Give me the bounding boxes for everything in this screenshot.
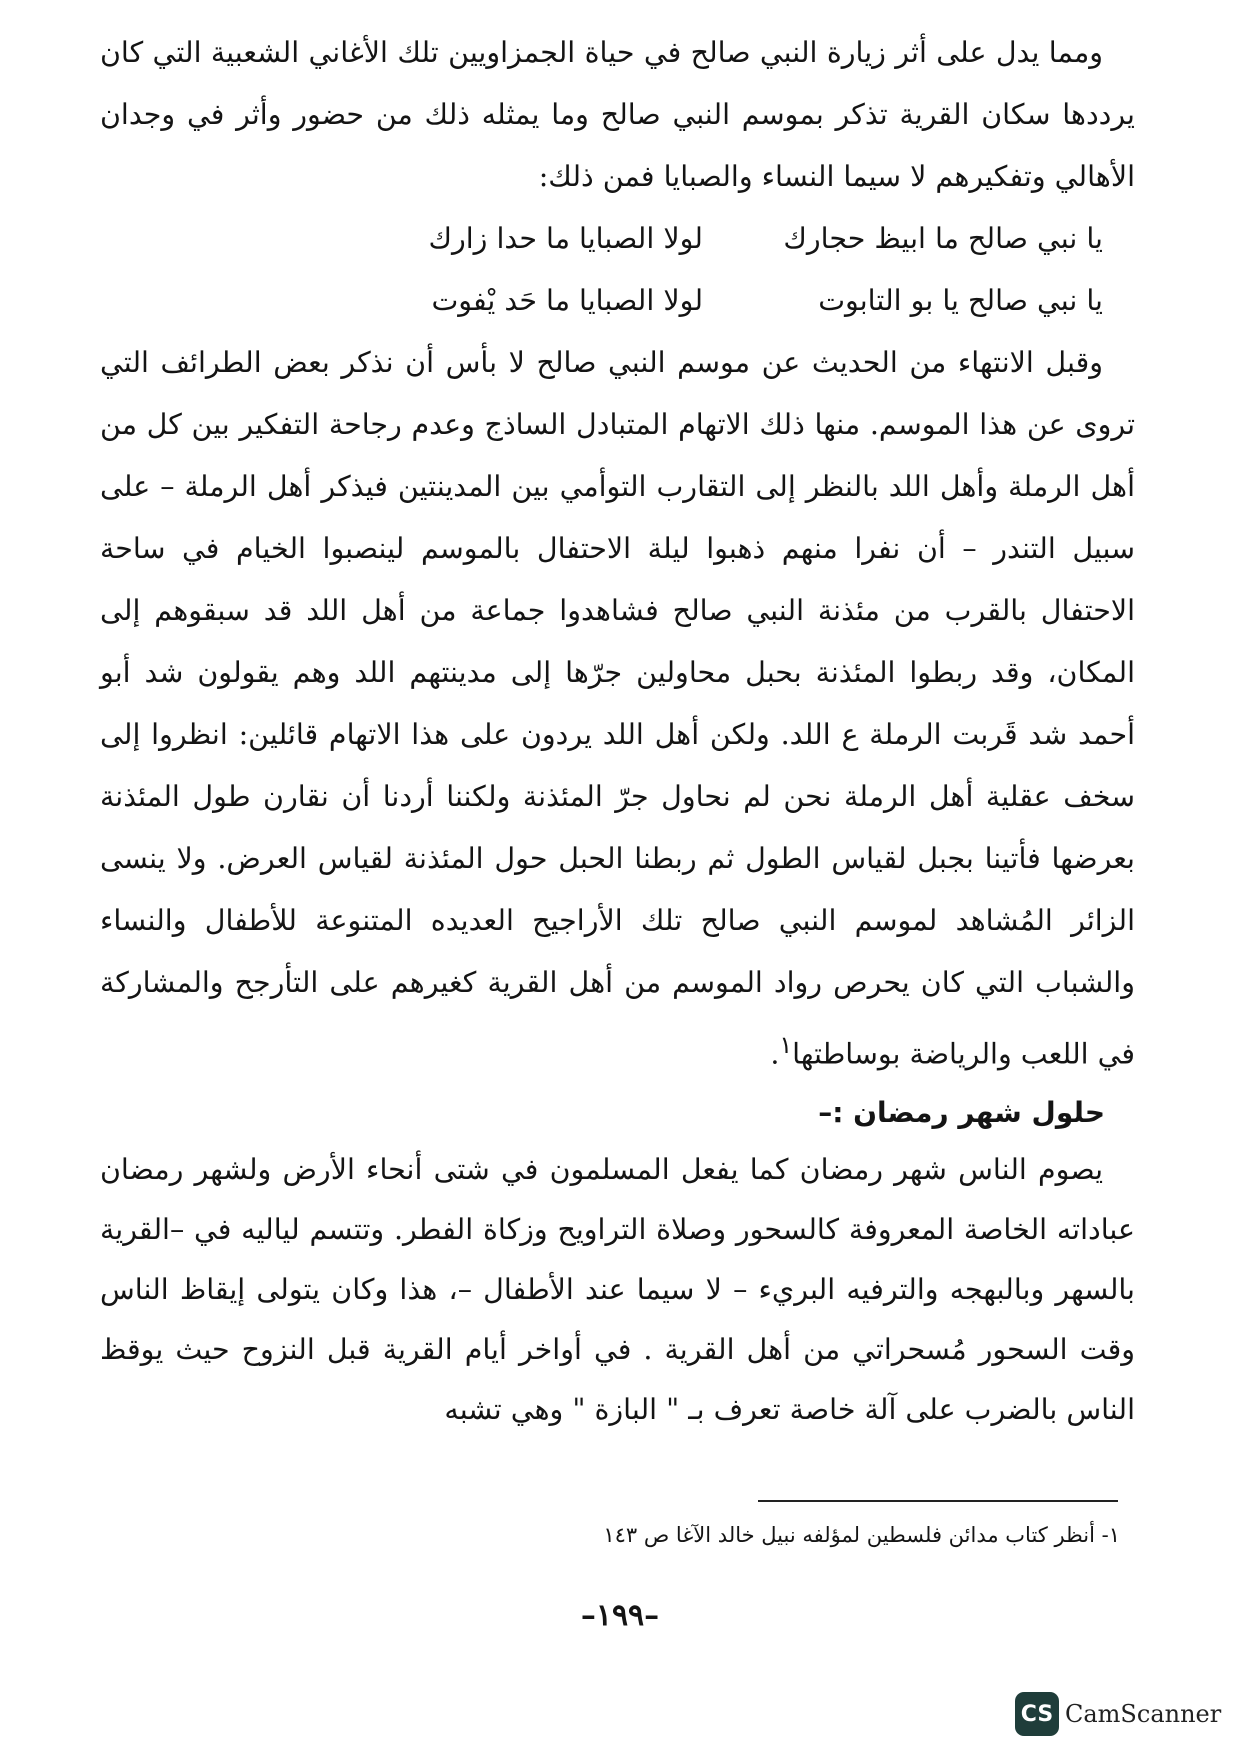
section-heading: حلول شهر رمضان :– xyxy=(818,1095,1105,1129)
page-number: –١٩٩– xyxy=(580,1598,660,1633)
document-page xyxy=(100,22,1135,1440)
paragraph-songs-intro: ومما يدل على أثر زيارة النبي صالح في حياة الجمزاويين تلك الأغاني الشعبية التي كان يرددها سكان القرية تذكر بموسم النبي صالح وما يمثله ذلك من حضور وأثر في وجدان الأهالي وتفكيرهم لا سيما النساء والصبايا فمن ذلك: xyxy=(100,36,1135,193)
camscanner-label: CamScanner xyxy=(1065,1700,1222,1728)
verse-line xyxy=(100,270,1135,332)
footnote-divider xyxy=(758,1500,1118,1502)
paragraph-anecdotes-text: وقبل الانتهاء من الحديث عن موسم النبي صالح لا بأس أن نذكر بعض الطرائف التي تروى عن هذا الموسم. منها ذلك الاتهام المتبادل الساذج وعدم رجاحة التفكير بين كل من أهل الرملة وأهل اللد بالنظر إلى التقارب التوأمي بين المدينتين فيذكر أهل الرملة – على سبيل التندر – أن نفرا منهم ذهبوا ليلة الاحتفال بالموسم لينصبوا الخيام في ساحة الاحتفال بالقرب من مئذنة النبي صالح فشاهدوا جماعة من أهل اللد قد سبقوهم إلى المكان، وقد ربطوا المئذنة بحبل محاولين جرّها إلى مدينتهم اللد وهم يقولون شد أبو أحمد شد قَربت الرملة ع اللد. ولكن أهل اللد يردون على هذا الاتهام قائلين: انظروا إلى سخف عقلية أهل الرملة نحن لم نحاول جرّ المئذنة ولكننا أردنا أن نقارن طول المئذنة بعرضها فأتينا بجبل لقياس الطول ثم ربطنا الحبل حول المئذنة لقياس العرض. ولا ينسى الزائر المُشاهد لموسم النبي صالح تلك الأراجيح العديده المتنوعة للأطفال والنساء والشباب التي كان يحرص رواد الموسم من أهل القرية كغيرهم على التأرجح والمشاركة في اللعب والرياضة بوساطتها xyxy=(100,346,1135,1071)
paragraph-anecdotes xyxy=(100,332,1135,1086)
footnote: ١- أنظر كتاب مدائن فلسطين لمؤلفه نبيل خالد الآغا ص ١٤٣ xyxy=(603,1523,1120,1547)
verse-line xyxy=(100,208,1135,270)
camscanner-logo-icon: CS xyxy=(1015,1692,1059,1736)
paragraph-ramadan: يصوم الناس شهر رمضان كما يفعل المسلمون في شتى أنحاء الأرض ولشهر رمضان عباداته الخاصة المعروفة كالسحور وصلاة التراويح وزكاة الفطر. وتتسم لياليه في –القرية بالسهر وبالبهجه والترفيه البريء – لا سيما عند الأطفال –، هذا وكان يتولى إيقاظ الناس وقت السحور مُسحراتي من أهل القرية . في أواخر أيام القرية قبل النزوح حيث يوقظ الناس بالضرب على آلة خاصة تعرف بـ " البازة " وهي تشبه xyxy=(100,1152,1135,1426)
verse-second-hemistich: لولا الصبايا ما حدا زارك xyxy=(428,222,703,255)
verse-first-hemistich: يا نبي صالح يا بو التابوت xyxy=(818,284,1103,317)
verse-second-hemistich: لولا الصبايا ما حَد يْفوت xyxy=(431,284,703,317)
paragraph-anecdotes-end: . xyxy=(770,1037,780,1071)
camscanner-watermark xyxy=(1015,1692,1221,1736)
verse-first-hemistich: يا نبي صالح ما ابيظ حجارك xyxy=(783,222,1103,255)
footnote-reference: ١ xyxy=(779,1031,793,1059)
